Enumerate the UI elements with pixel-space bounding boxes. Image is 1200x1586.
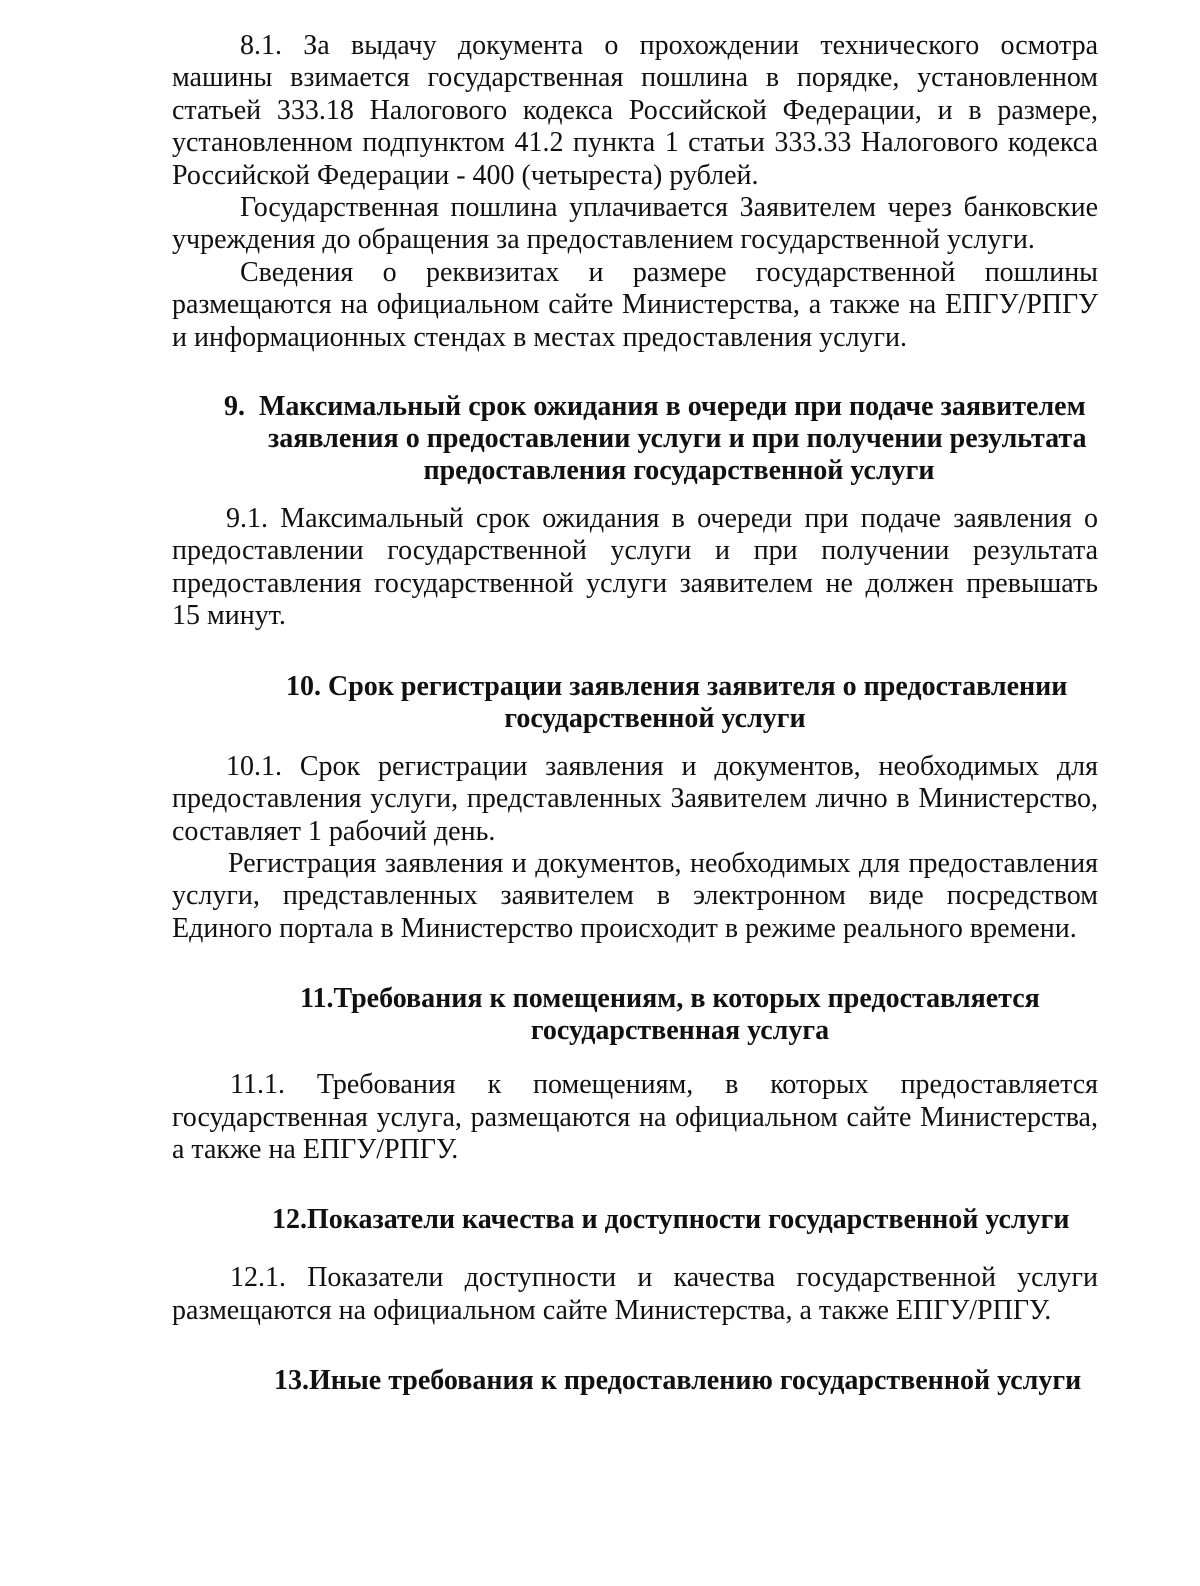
paragraph-8-1: 8.1. За выдачу документа о прохождении технического осмотра машины взимается государственная пошлина в порядке, установленном статьей 333.18 Налогового кодекса Российской Федерации, и в размере, установленном подпунктом 41.2 пункта 1 статьи 333.33 Налогового кодекса Российской Федерации - 400 (четыреста) рублей. (172, 30, 1098, 191)
document-page (172, 30, 1098, 1397)
paragraph-10-1: 10.1. Срок регистрации заявления и документов, необходимых для предоставления услуги, представленных Заявителем лично в Министерство, составляет 1 рабочий день. (172, 750, 1098, 847)
section-13-heading: 13.Иные требования к предоставлению государственной услуги (274, 1365, 1082, 1397)
paragraph-12-1: 12.1. Показатели доступности и качества государственной услуги размещаются на официальном сайте Министерства, а также ЕПГУ/РПГУ. (172, 1262, 1098, 1326)
section-11-heading-line-1: 11.Требования к помещениям, в которых предоставляется (300, 983, 1040, 1015)
paragraph-state-duty: Государственная пошлина уплачивается Заявителем через банковские учреждения до обращения за предоставлением государственной услуги. (172, 192, 1098, 256)
section-9-heading (172, 391, 1098, 487)
paragraph-9-1: 9.1. Максимальный срок ожидания в очереди при подаче заявления о предоставлении государственной услуги и при получении результата предоставления государственной услуги заявителем не должен превышать 15 минут. (172, 503, 1098, 632)
paragraph-duty-details: Сведения о реквизитах и размере государственной пошлины размещаются на официальном сайте Министерства, а также на ЕПГУ/РПГУ и информационных стендах в местах предоставления услуги. (172, 256, 1098, 353)
paragraph-11-1: 11.1. Требования к помещениям, в которых предоставляется государственная услуга, размещаются на официальном сайте Министерства, а также на ЕПГУ/РПГУ. (172, 1069, 1098, 1165)
section-10-heading (172, 671, 1098, 735)
section-9-heading-line-2: заявления о предоставлении услуги и при получении результата (268, 423, 1087, 455)
section-10-heading-line-2: государственной услуги (504, 702, 806, 734)
section-10-heading-line-1: 10. Срок регистрации заявления заявителя о предоставлении (286, 670, 1068, 702)
section-9-heading-line-3: предоставления государственной услуги (423, 455, 935, 487)
section-9-heading-line-1: 9. Максимальный срок ожидания в очереди при подаче заявителем (224, 391, 1086, 423)
paragraph-10-registration: Регистрация заявления и документов, необходимых для предоставления услуги, представленных заявителем в электронном виде посредством Единого портала в Министерство происходит в режиме реального времени. (172, 847, 1098, 944)
section-12-heading: 12.Показатели качества и доступности государственной услуги (272, 1204, 1070, 1236)
section-11-heading-line-2: государственная услуга (530, 1015, 830, 1047)
section-11-heading (172, 983, 1098, 1047)
